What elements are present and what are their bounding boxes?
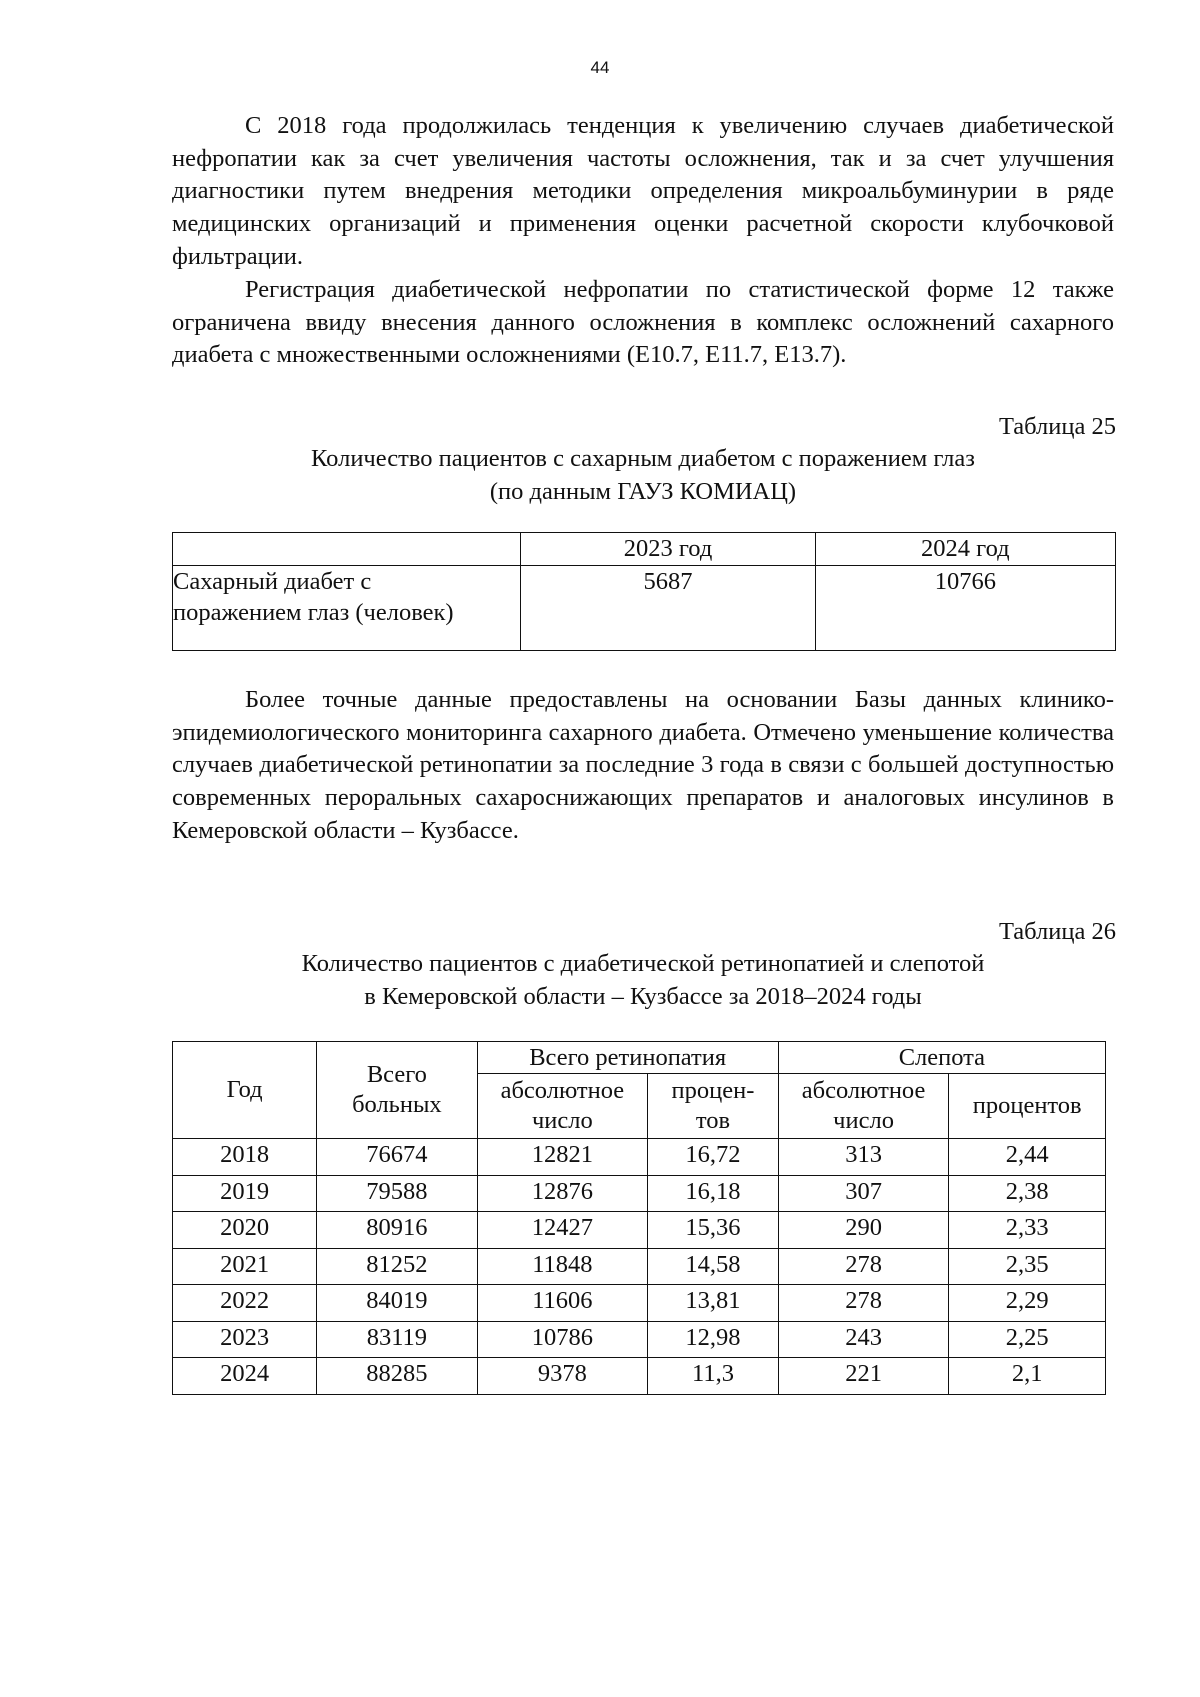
table-cell-blind-abs: 307 xyxy=(778,1175,949,1212)
table-cell-blind-abs: 278 xyxy=(778,1285,949,1322)
table-cell-total: 80916 xyxy=(317,1212,477,1249)
table-cell-blind-abs: 313 xyxy=(778,1139,949,1176)
table-cell-total: 81252 xyxy=(317,1248,477,1285)
table-row xyxy=(173,1212,1106,1249)
table-25-header-2023: 2023 год xyxy=(521,533,815,566)
table-cell-retino-pct: 15,36 xyxy=(648,1212,779,1249)
table-26-header-year: Год xyxy=(173,1042,317,1139)
table-26-header-retino-abs-line1: абсолютное xyxy=(500,1077,625,1104)
paragraph-nephropathy-registration: Регистрация диабетической нефропатии по статистической форме 12 также ограничена ввиду внесения данного осложнения в комплекс осложнений сахарного диабета с множественными осложнениями (E10.7, E11.7, E13.7). xyxy=(172,276,1114,369)
table-25-header-row xyxy=(173,533,1116,566)
table-cell-retino-pct: 16,72 xyxy=(648,1139,779,1176)
table-cell-blind-pct: 2,38 xyxy=(949,1175,1106,1212)
table-25-value-2023: 5687 xyxy=(521,566,815,651)
table-cell-blind-pct: 2,29 xyxy=(949,1285,1106,1322)
table-cell-retino-pct: 14,58 xyxy=(648,1248,779,1285)
table-row xyxy=(173,1358,1106,1395)
table-26-header-blind-abs-line2: число xyxy=(833,1107,894,1134)
table-cell-total: 83119 xyxy=(317,1321,477,1358)
table-25-title-line1: Количество пациентов с сахарным диабетом с поражением глаз xyxy=(311,445,975,472)
table-row xyxy=(173,1248,1106,1285)
table-26-header-retino-pct xyxy=(648,1074,779,1139)
table-26-header-total-line1: Всего xyxy=(366,1061,427,1088)
table-cell-year: 2021 xyxy=(173,1248,317,1285)
table-26-header-retino-abs xyxy=(477,1074,648,1139)
table-26-number: Таблица 26 xyxy=(998,918,1116,945)
table-row xyxy=(173,1175,1106,1212)
table-26-header-blind-abs xyxy=(778,1074,949,1139)
table-cell-retino-abs: 12427 xyxy=(477,1212,648,1249)
table-cell-retino-abs: 12876 xyxy=(477,1175,648,1212)
table-cell-retino-pct: 13,81 xyxy=(648,1285,779,1322)
table-25-row-label-line1: Сахарный диабет с xyxy=(173,568,372,595)
table-cell-retino-abs: 11848 xyxy=(477,1248,648,1285)
table-cell-retino-pct: 12,98 xyxy=(648,1321,779,1358)
table-25-row-label xyxy=(173,566,521,651)
table-25-title-line2: (по данным ГАУЗ КОМИАЦ) xyxy=(489,477,797,505)
table-row xyxy=(173,1285,1106,1322)
table-26-title-line1: Количество пациентов с диабетической ретинопатией и слепотой xyxy=(301,950,985,977)
table-26-header-retino-pct-line1: процен- xyxy=(671,1077,755,1104)
table-26-title xyxy=(172,948,1114,1013)
table-26-title-line2: в Кемеровской области – Кузбассе за 2018–2024 годы xyxy=(364,982,922,1010)
table-cell-retino-abs: 12821 xyxy=(477,1139,648,1176)
table-cell-blind-pct: 2,1 xyxy=(949,1358,1106,1395)
table-cell-blind-abs: 290 xyxy=(778,1212,949,1249)
table-cell-blind-pct: 2,33 xyxy=(949,1212,1106,1249)
table-row xyxy=(173,1321,1106,1358)
table-25-title xyxy=(172,443,1114,508)
paragraph-retinopathy: Более точные данные предоставлены на основании Базы данных клинико-эпидемиологического мониторинга сахарного диабета. Отмечено уменьшение количества случаев диабетической ретинопатии за последние 3 года в связи с большей доступностью современных пероральных сахароснижающих препаратов и аналоговых инсулинов в Кемеровской области – Кузбассе. xyxy=(172,686,1114,844)
table-25-value-2024: 10766 xyxy=(815,566,1115,651)
table-26-header-total-line2: больных xyxy=(352,1091,442,1118)
table-26-header-blind-abs-line1: абсолютное xyxy=(801,1077,926,1104)
table-cell-blind-pct: 2,44 xyxy=(949,1139,1106,1176)
table-26-header-blind-pct: процентов xyxy=(949,1074,1106,1139)
table-26-header-total xyxy=(317,1042,477,1139)
table-26-header-blindness: Слепота xyxy=(778,1042,1105,1074)
table-26-header-retinopathy: Всего ретинопатия xyxy=(477,1042,778,1074)
table-26-header-retino-pct-line2: тов xyxy=(695,1107,731,1134)
table-cell-blind-pct: 2,25 xyxy=(949,1321,1106,1358)
table-25-header-empty xyxy=(173,533,521,566)
table-cell-total: 79588 xyxy=(317,1175,477,1212)
table-25-row xyxy=(173,566,1116,651)
table-25-header-2024: 2024 год xyxy=(815,533,1115,566)
table-cell-total: 84019 xyxy=(317,1285,477,1322)
table-25-row-label-line2: поражением глаз (человек) xyxy=(173,599,454,626)
table-cell-retino-abs: 10786 xyxy=(477,1321,648,1358)
table-25 xyxy=(172,532,1116,651)
table-cell-year: 2024 xyxy=(173,1358,317,1395)
table-cell-blind-abs: 278 xyxy=(778,1248,949,1285)
table-25-number: Таблица 25 xyxy=(998,413,1116,440)
table-cell-year: 2018 xyxy=(173,1139,317,1176)
table-row xyxy=(173,1139,1106,1176)
table-26-header-row-1 xyxy=(173,1042,1106,1074)
paragraph-nephropathy-trend: С 2018 года продолжилась тенденция к увеличению случаев диабетической нефропатии как за счет увеличения частоты осложнения, так и за счет улучшения диагностики путем внедрения методики определения микроальбуминурии в ряде медицинских организаций и применения оценки расчетной скорости клубочковой фильтрации. xyxy=(172,112,1114,270)
table-cell-retino-abs: 9378 xyxy=(477,1358,648,1395)
page-number: 44 xyxy=(590,58,610,77)
table-26-header-retino-abs-line2: число xyxy=(531,1107,593,1134)
table-cell-retino-abs: 11606 xyxy=(477,1285,648,1322)
table-cell-total: 88285 xyxy=(317,1358,477,1395)
table-cell-retino-pct: 11,3 xyxy=(648,1358,779,1395)
table-cell-blind-pct: 2,35 xyxy=(949,1248,1106,1285)
table-cell-blind-abs: 221 xyxy=(778,1358,949,1395)
table-cell-year: 2020 xyxy=(173,1212,317,1249)
table-cell-year: 2023 xyxy=(173,1321,317,1358)
table-cell-blind-abs: 243 xyxy=(778,1321,949,1358)
table-cell-total: 76674 xyxy=(317,1139,477,1176)
table-26 xyxy=(172,1041,1106,1395)
table-cell-retino-pct: 16,18 xyxy=(648,1175,779,1212)
table-cell-year: 2022 xyxy=(173,1285,317,1322)
table-cell-year: 2019 xyxy=(173,1175,317,1212)
